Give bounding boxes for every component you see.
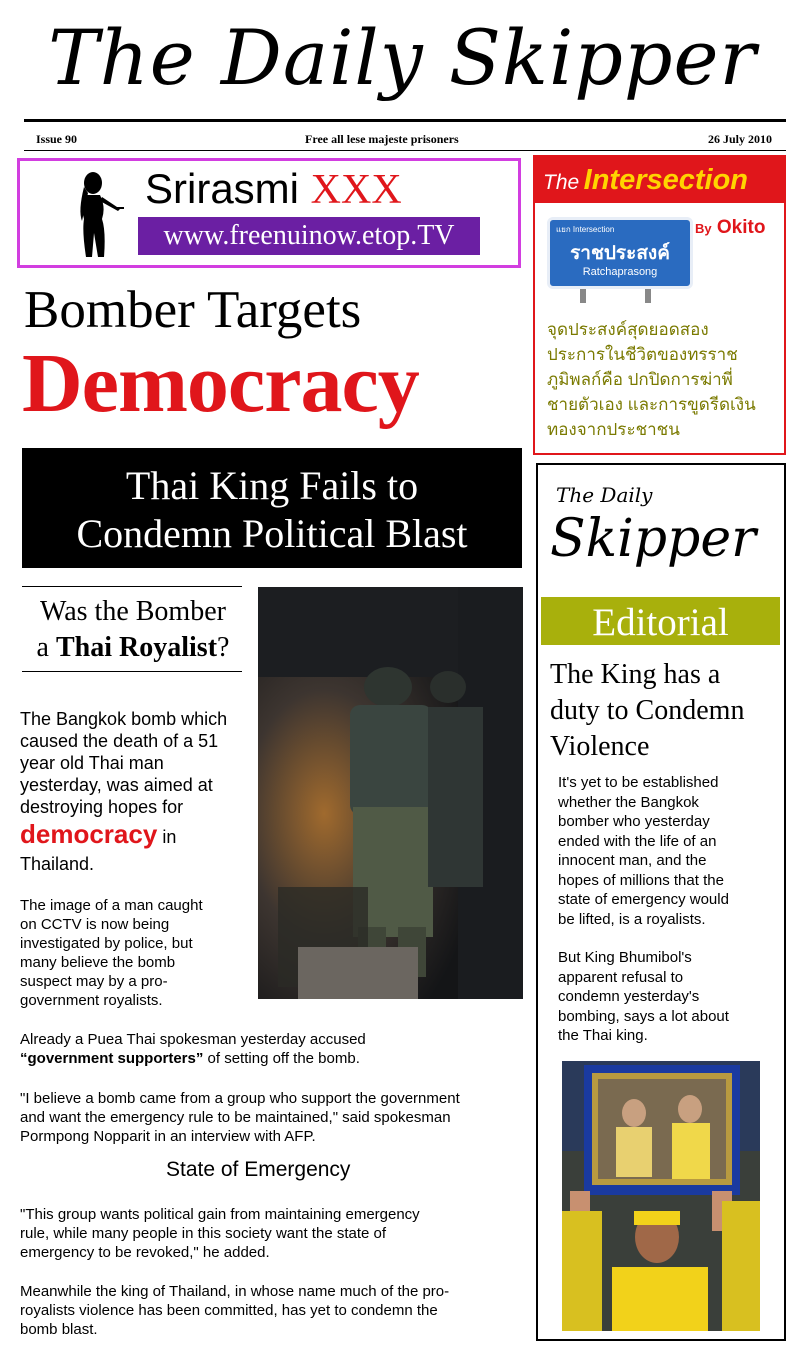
ad-name: Srirasmi XXX: [145, 165, 402, 213]
divider: [22, 586, 242, 587]
editorial-paragraph-2: But King Bhumibol's apparent refusal to condemn yesterday's bombing, says a lot about the Thai king.: [558, 949, 729, 1044]
editorial-column: [536, 463, 786, 1341]
protester-photo: [562, 1061, 760, 1331]
advertisement-banner[interactable]: [17, 158, 521, 268]
intersection-text: จุดประสงค์สุดยอดสอง ประการในชีวิตของทรราช ภูมิพลก์คือ ปกปิดการฆ่าพี่ ชายตัวเอง และการขูดรีดเงิน ทองจากประชาชน: [547, 320, 756, 439]
bomb-scene-photo: [258, 587, 523, 999]
editorial-paragraph-1: It's yet to be established whether the Bangkok bomber who yesterday ended with the life of an innocent man, and the hopes of millions that the state of emergency would be lifted, is a royalists.: [558, 774, 729, 928]
editorial-label: Editorial: [541, 597, 780, 645]
intersection-header: The Intersection: [535, 157, 784, 203]
meta-rule: [24, 150, 786, 151]
editorial-logo-line2: Skipper: [550, 509, 756, 569]
sign-post: [580, 289, 586, 303]
ad-url-link[interactable]: www.freenuinow.etop.TV: [138, 217, 480, 255]
slogan: Free all lese majeste prisoners: [305, 132, 459, 146]
article-paragraph-3: "I believe a bomb came from a group who support the government and want the emergency rule to be maintained," said spokesman Pormpong Nopparit in an interview with AFP.: [20, 1090, 460, 1145]
issue-date: 26 July 2010: [708, 132, 773, 146]
silhouette-figure-icon: [58, 171, 128, 257]
intersection-column: [533, 155, 786, 455]
sub-headline-box: Thai King Fails to Condemn Political Blast: [22, 448, 522, 568]
article-paragraph-5: Meanwhile the king of Thailand, in whose name much of the pro- royalists violence has been committed, has yet to condemn the bomb blast.: [20, 1283, 450, 1338]
headline-line1: Bomber Targets: [24, 281, 362, 339]
section-heading: State of Emergency: [166, 1158, 351, 1181]
street-sign: แยก Intersection ราชประสงค์ Ratchaprasong: [547, 217, 693, 289]
lead-paragraph: The Bangkok bomb which caused the death of a 51 year old Thai man yesterday, was aimed at destroying hopes for democracy in Thailand.: [20, 709, 228, 874]
article-paragraph-4: "This group wants political gain from maintaining emergency rule, while many people in this society want the state of emergency to be revoked," he added.: [20, 1206, 420, 1261]
byline: By Okito: [695, 217, 766, 238]
editorial-logo-line1: The Daily: [556, 483, 653, 507]
masthead-rule: [24, 119, 786, 122]
sign-post: [645, 289, 651, 303]
article-paragraph-2: Already a Puea Thai spokesman yesterday accused “government supporters” of setting off the bomb.: [20, 1031, 366, 1067]
divider: [22, 671, 242, 672]
subheading: Was the Bomber a Thai Royalist?: [36, 596, 230, 663]
article-paragraph-1: The image of a man caught on CCTV is now being investigated by police, but many believe the bomb suspect may by a pro- government royalists.: [20, 897, 203, 1009]
headline-line2: Democracy: [22, 337, 419, 430]
editorial-headline: The King has a duty to Condemn Violence: [550, 659, 745, 762]
masthead-title: The Daily Skipper: [48, 13, 757, 102]
issue-number: Issue 90: [36, 132, 78, 146]
